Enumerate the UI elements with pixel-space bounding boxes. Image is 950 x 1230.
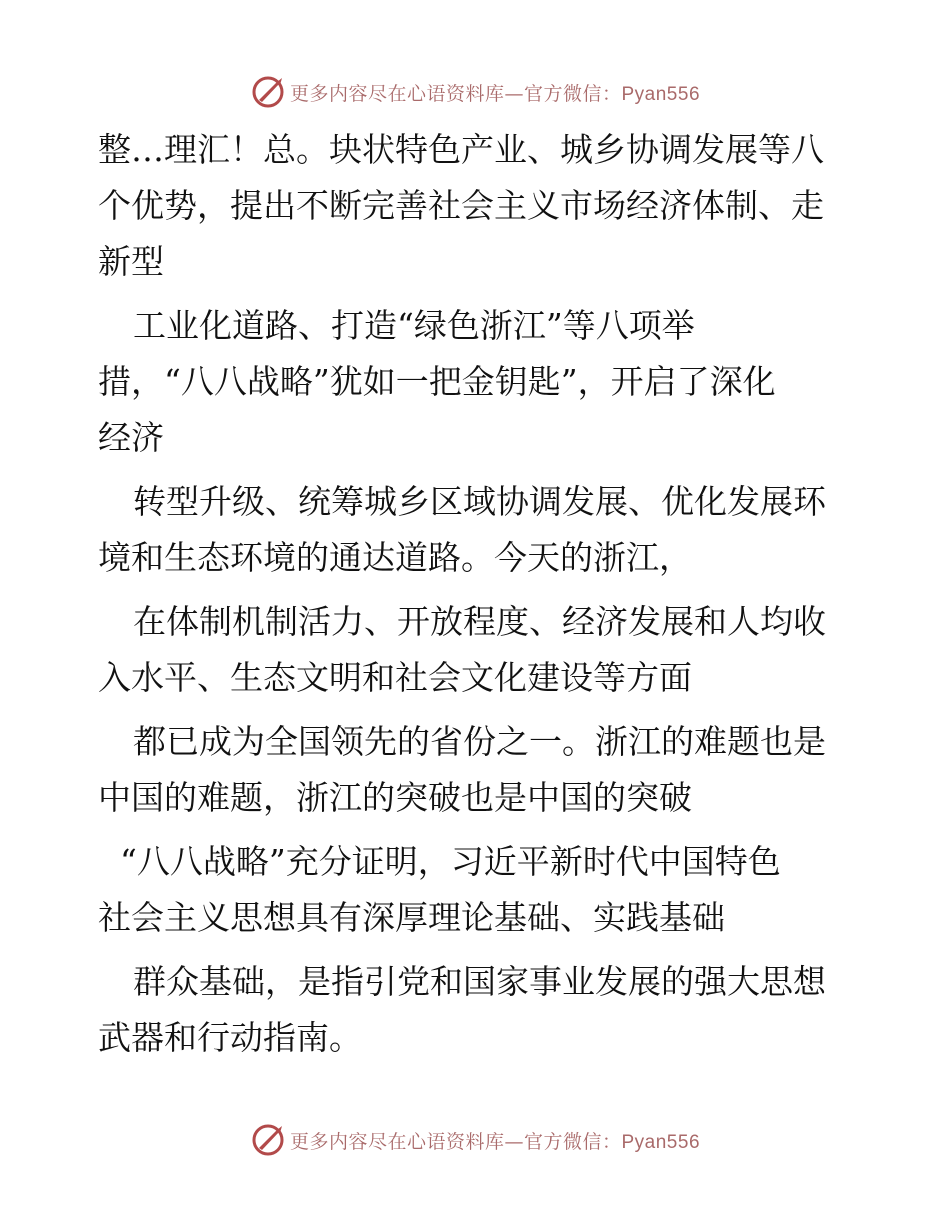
- quill-logo-icon: [250, 1122, 286, 1158]
- text-line: 整…理汇！总。块状特色产业、城乡协调发展等八: [98, 130, 824, 169]
- text-line: 在体制机制活力、开放程度、经济发展和人均收: [133, 602, 826, 641]
- text-line: 中国的难题，浙江的突破也是中国的突破: [98, 778, 692, 817]
- watermark-text: 更多内容尽在心语资料库—官方微信：Pyan556: [289, 82, 701, 105]
- document-body: [98, 122, 858, 1066]
- header-watermark: [0, 72, 950, 112]
- text-line: 个优势，提出不断完善社会主义市场经济体制、走: [98, 186, 824, 225]
- text-line: 都已成为全国领先的省份之一。浙江的难题也是: [133, 722, 826, 761]
- text-line: 入水平、生态文明和社会文化建设等方面: [98, 658, 692, 697]
- text-line: 新型: [98, 242, 164, 281]
- text-line: 经济: [98, 418, 164, 457]
- quill-logo-icon: [250, 74, 286, 110]
- text-line: 境和生态环境的通达道路。今天的浙江，: [98, 538, 692, 577]
- text-line: 社会主义思想具有深厚理论基础、实践基础: [98, 898, 725, 937]
- text-line: 工业化道路、打造“绿色浙江”等八项举: [133, 306, 695, 345]
- text-line: 群众基础，是指引党和国家事业发展的强大思想: [133, 962, 826, 1001]
- watermark-text: 更多内容尽在心语资料库—官方微信：Pyan556: [289, 1130, 701, 1153]
- footer-watermark: [0, 1120, 950, 1160]
- text-line: 转型升级、统筹城乡区域协调发展、优化发展环: [133, 482, 826, 521]
- text-line: 措，“八八战略”犹如一把金钥匙”，开启了深化: [98, 362, 776, 401]
- text-line: “八八战略”充分证明，习近平新时代中国特色: [120, 842, 781, 881]
- text-line: 武器和行动指南。: [98, 1018, 362, 1057]
